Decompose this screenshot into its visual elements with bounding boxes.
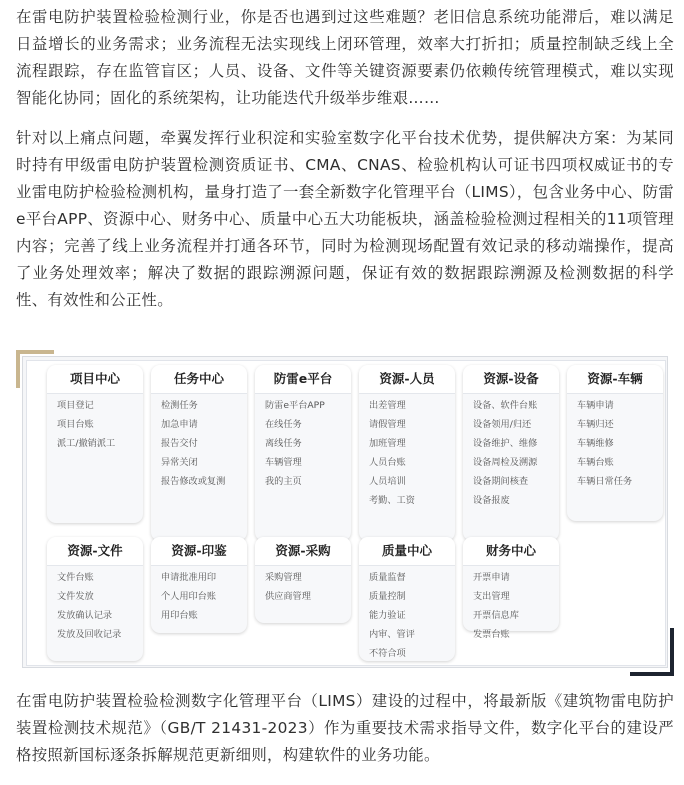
module-card	[47, 537, 143, 661]
module-item: 人员培训	[369, 476, 406, 487]
module-item: 文件台账	[57, 572, 94, 583]
module-item-list	[463, 566, 559, 654]
module-card	[463, 537, 559, 640]
standard-paragraph: 在雷电防护装置检验检测数字化管理平台（LIMS）建设的过程中，将最新版《建筑物雷电防护装置检测技术规范》（GB/T 21431-2023）作为重要技术需求指导文件，数字化平台的建设严格按照新国标逐条拆解规范更新细则，构建软件的业务功能。	[16, 692, 674, 764]
module-card-title: 资源-采购	[255, 537, 351, 566]
module-item: 派工/撤销派工	[57, 438, 116, 449]
module-item: 项目登记	[57, 400, 94, 411]
module-item-list	[47, 566, 143, 654]
module-card-title: 任务中心	[151, 365, 247, 394]
module-diagram	[26, 360, 666, 666]
module-item: 异常关闭	[161, 457, 198, 468]
module-card	[47, 365, 143, 523]
module-card-title: 防雷e平台	[255, 365, 351, 394]
module-item: 车辆归还	[577, 419, 614, 430]
module-item: 发放确认记录	[57, 610, 113, 621]
module-item: 在线任务	[265, 419, 302, 430]
module-item: 开票信息库	[473, 610, 519, 621]
module-item: 车辆申请	[577, 400, 614, 411]
intro-paragraph: 在雷电防护装置检验检测行业，你是否也遇到过这些难题？老旧信息系统功能滞后，难以满足日益增长的业务需求；业务流程无法实现线上闭环管理，效率大打折扣；质量控制缺乏线上全流程跟踪，存在监管盲区；人员、设备、文件等关键资源要素仍依赖传统管理模式，难以实现智能化协同；固化的系统架构，让功能迭代升级举步维艰……	[16, 8, 674, 107]
module-item: 质量监督	[369, 572, 406, 583]
module-item: 供应商管理	[265, 591, 311, 602]
module-item: 离线任务	[265, 438, 302, 449]
module-card-title: 财务中心	[463, 537, 559, 566]
module-item: 设备报废	[473, 495, 510, 506]
module-item: 申请批准用印	[161, 572, 217, 583]
module-item-list	[359, 394, 455, 520]
module-item: 人员台账	[369, 457, 406, 468]
module-item: 出差管理	[369, 400, 406, 411]
module-item: 车辆台账	[577, 457, 614, 468]
module-item-list	[151, 394, 247, 501]
module-item-list	[567, 394, 663, 501]
module-item-list	[463, 394, 559, 520]
module-item: 加急申请	[161, 419, 198, 430]
module-item: 我的主页	[265, 476, 302, 487]
module-item: 能力验证	[369, 610, 406, 621]
module-card-title: 资源-设备	[463, 365, 559, 394]
module-item: 发放及回收记录	[57, 629, 122, 640]
module-card-title: 资源-车辆	[567, 365, 663, 394]
module-item: 项目台账	[57, 419, 94, 430]
module-item: 个人用印台账	[161, 591, 217, 602]
module-item: 设备领用/归还	[473, 419, 532, 430]
module-item-list	[359, 566, 455, 673]
module-card	[151, 365, 247, 541]
module-card	[255, 365, 351, 541]
module-item-list	[151, 566, 247, 635]
module-item: 文件发放	[57, 591, 94, 602]
module-item: 车辆维修	[577, 438, 614, 449]
module-card	[463, 365, 559, 541]
module-item: 设备期间核查	[473, 476, 529, 487]
module-item: 质量控制	[369, 591, 406, 602]
module-card	[151, 537, 247, 633]
module-card	[567, 365, 663, 521]
module-item: 车辆日常任务	[577, 476, 633, 487]
module-card-title: 资源-人员	[359, 365, 455, 394]
module-card	[255, 537, 351, 623]
module-item: 报告交付	[161, 438, 198, 449]
module-item: 发票台账	[473, 629, 510, 640]
module-item: 开票申请	[473, 572, 510, 583]
module-item: 加班管理	[369, 438, 406, 449]
module-item: 车辆管理	[265, 457, 302, 468]
module-card-title: 资源-印鉴	[151, 537, 247, 566]
solution-paragraph: 针对以上痛点问题，牵翼发挥行业积淀和实验室数字化平台技术优势，提供解决方案：为某同时持有甲级雷电防护装置检测资质证书、CMA、CNAS、检验机构认可证书四项权威证书的专业雷电防护检验检测机构，量身打造了一套全新数字化管理平台（LIMS），包含业务中心、防雷e平台APP、资源中心、财务中心、质量中心五大功能板块，涵盖检验检测过程相关的11项管理内容；完善了线上业务流程并打通各环节，同时为检测现场配置有效记录的移动端操作，提高了业务处理效率；解决了数据的跟踪溯源问题，保证有效的数据跟踪溯源及检测数据的科学性、有效性和公正性。	[16, 129, 674, 309]
module-item: 采购管理	[265, 572, 302, 583]
module-item: 用印台账	[161, 610, 198, 621]
module-item: 设备周检及溯源	[473, 457, 538, 468]
module-item: 报告修改或复测	[161, 476, 226, 487]
module-item: 检测任务	[161, 400, 198, 411]
module-card	[359, 537, 455, 661]
module-item-list	[255, 394, 351, 501]
module-card-title: 资源-文件	[47, 537, 143, 566]
module-card	[359, 365, 455, 541]
module-card-title: 质量中心	[359, 537, 455, 566]
module-item-list	[255, 566, 351, 616]
module-item: 防雷e平台APP	[265, 400, 325, 411]
module-item: 不符合项	[369, 648, 406, 659]
module-item: 内审、管评	[369, 629, 415, 640]
module-item: 设备、软件台账	[473, 400, 538, 411]
module-item-list	[47, 394, 143, 463]
module-card-title: 项目中心	[47, 365, 143, 394]
module-item: 请假管理	[369, 419, 406, 430]
module-item: 设备维护、维修	[473, 438, 538, 449]
module-item: 考勤、工资	[369, 495, 415, 506]
module-item: 支出管理	[473, 591, 510, 602]
